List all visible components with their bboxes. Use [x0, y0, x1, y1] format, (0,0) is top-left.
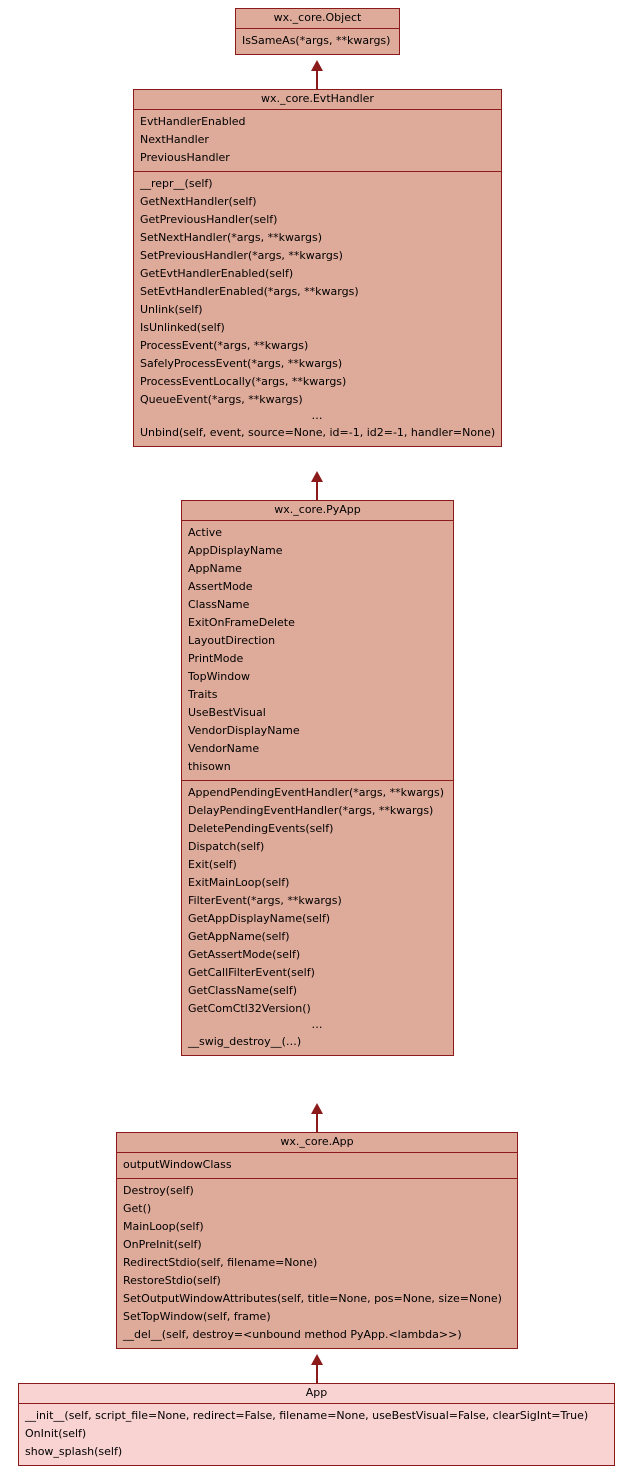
class-box-app[interactable]: [18, 1383, 615, 1466]
class-method: AppendPendingEventHandler(*args, **kwargs): [188, 786, 445, 799]
class-method: ExitMainLoop(self): [188, 876, 290, 889]
class-method: DelayPendingEventHandler(*args, **kwargs): [188, 804, 434, 817]
class-box-wx-core-evthandler[interactable]: [133, 89, 502, 447]
class-method: SafelyProcessEvent(*args, **kwargs): [140, 357, 343, 370]
class-method: RestoreStdio(self): [123, 1274, 221, 1287]
class-method: OnInit(self): [25, 1427, 87, 1440]
class-method: QueueEvent(*args, **kwargs): [140, 393, 303, 406]
class-method: GetEvtHandlerEnabled(self): [140, 267, 294, 280]
class-title: wx._core.App: [117, 1133, 517, 1153]
class-method: Unbind(self, event, source=None, id=-1, id2=-1, handler=None): [140, 426, 496, 439]
class-method-ellipsis: …: [311, 1018, 324, 1031]
methods-compartment: [117, 1179, 517, 1348]
class-attribute: outputWindowClass: [123, 1158, 232, 1171]
class-method: SetPreviousHandler(*args, **kwargs): [140, 249, 343, 262]
class-method: SetTopWindow(self, frame): [123, 1310, 271, 1323]
attributes-compartment: [182, 521, 453, 781]
class-attribute: TopWindow: [188, 670, 250, 683]
class-method: IsSameAs(*args, **kwargs): [242, 34, 391, 47]
class-method: SetOutputWindowAttributes(self, title=None, pos=None, size=None): [123, 1292, 502, 1305]
class-attribute: AppDisplayName: [188, 544, 283, 557]
arrow-head-icon: [311, 1103, 323, 1114]
class-attribute: thisown: [188, 760, 231, 773]
class-method: __repr__(self): [140, 177, 213, 190]
class-method: ProcessEventLocally(*args, **kwargs): [140, 375, 347, 388]
class-title: wx._core.PyApp: [182, 501, 453, 521]
arrow-head-icon: [311, 471, 323, 482]
methods-compartment: [19, 1404, 614, 1465]
methods-compartment: [236, 29, 399, 54]
class-attribute: VendorName: [188, 742, 260, 755]
class-method: GetPreviousHandler(self): [140, 213, 278, 226]
class-method: Dispatch(self): [188, 840, 265, 853]
class-title: wx._core.EvtHandler: [134, 90, 501, 110]
class-method: ProcessEvent(*args, **kwargs): [140, 339, 309, 352]
class-method: Unlink(self): [140, 303, 203, 316]
class-attribute: ExitOnFrameDelete: [188, 616, 295, 629]
class-method: GetCallFilterEvent(self): [188, 966, 315, 979]
class-method: FilterEvent(*args, **kwargs): [188, 894, 342, 907]
class-method: SetNextHandler(*args, **kwargs): [140, 231, 323, 244]
arrow-shaft: [316, 1114, 318, 1132]
class-method: Get(): [123, 1202, 152, 1215]
class-attribute: UseBestVisual: [188, 706, 266, 719]
class-attribute: ClassName: [188, 598, 250, 611]
class-method: GetNextHandler(self): [140, 195, 257, 208]
class-box-wx-core-pyapp[interactable]: [181, 500, 454, 1056]
class-attribute: Active: [188, 526, 223, 539]
class-method: __del__(self, destroy=<unbound method PyApp.<lambda>>): [123, 1328, 462, 1341]
class-method: Exit(self): [188, 858, 237, 871]
class-attribute: LayoutDirection: [188, 634, 276, 647]
inheritance-arrow-evthandler-to-object: [311, 60, 323, 90]
arrow-shaft: [316, 482, 318, 500]
class-attribute: PrintMode: [188, 652, 244, 665]
arrow-head-icon: [311, 1354, 323, 1365]
class-method: __init__(self, script_file=None, redirect=False, filename=None, useBestVisual=False, clearSigInt=True): [25, 1409, 589, 1422]
class-method-ellipsis: …: [311, 409, 324, 422]
class-method: RedirectStdio(self, filename=None): [123, 1256, 318, 1269]
class-attribute: EvtHandlerEnabled: [140, 115, 246, 128]
class-method: SetEvtHandlerEnabled(*args, **kwargs): [140, 285, 359, 298]
methods-compartment: [182, 781, 453, 1055]
class-attribute: PreviousHandler: [140, 151, 230, 164]
class-attribute: AssertMode: [188, 580, 253, 593]
class-attribute: AppName: [188, 562, 242, 575]
inheritance-arrow-appcore-to-pyapp: [311, 1103, 323, 1132]
class-method: DeletePendingEvents(self): [188, 822, 334, 835]
class-method: MainLoop(self): [123, 1220, 204, 1233]
class-method: IsUnlinked(self): [140, 321, 225, 334]
class-method: OnPreInit(self): [123, 1238, 202, 1251]
arrow-head-icon: [311, 60, 323, 71]
inheritance-arrow-pyapp-to-evthandler: [311, 471, 323, 500]
methods-compartment: [134, 172, 501, 446]
class-title: App: [19, 1384, 614, 1404]
arrow-shaft: [316, 1365, 318, 1383]
arrow-shaft: [316, 71, 318, 90]
class-method: GetClassName(self): [188, 984, 298, 997]
class-attribute: NextHandler: [140, 133, 209, 146]
class-method: show_splash(self): [25, 1445, 123, 1458]
class-method: GetAppName(self): [188, 930, 290, 943]
attributes-compartment: [134, 110, 501, 172]
class-method: Destroy(self): [123, 1184, 194, 1197]
class-attribute: VendorDisplayName: [188, 724, 300, 737]
class-box-wx-core-app[interactable]: [116, 1132, 518, 1349]
inheritance-arrow-app-to-appcore: [311, 1354, 323, 1383]
class-method: GetAssertMode(self): [188, 948, 301, 961]
attributes-compartment: [117, 1153, 517, 1179]
class-attribute: Traits: [188, 688, 218, 701]
class-box-wx-core-object[interactable]: [235, 8, 400, 55]
class-title: wx._core.Object: [236, 9, 399, 29]
class-method: GetAppDisplayName(self): [188, 912, 331, 925]
class-method: GetComCtl32Version(): [188, 1002, 311, 1015]
class-method: __swig_destroy__(…): [188, 1035, 302, 1048]
